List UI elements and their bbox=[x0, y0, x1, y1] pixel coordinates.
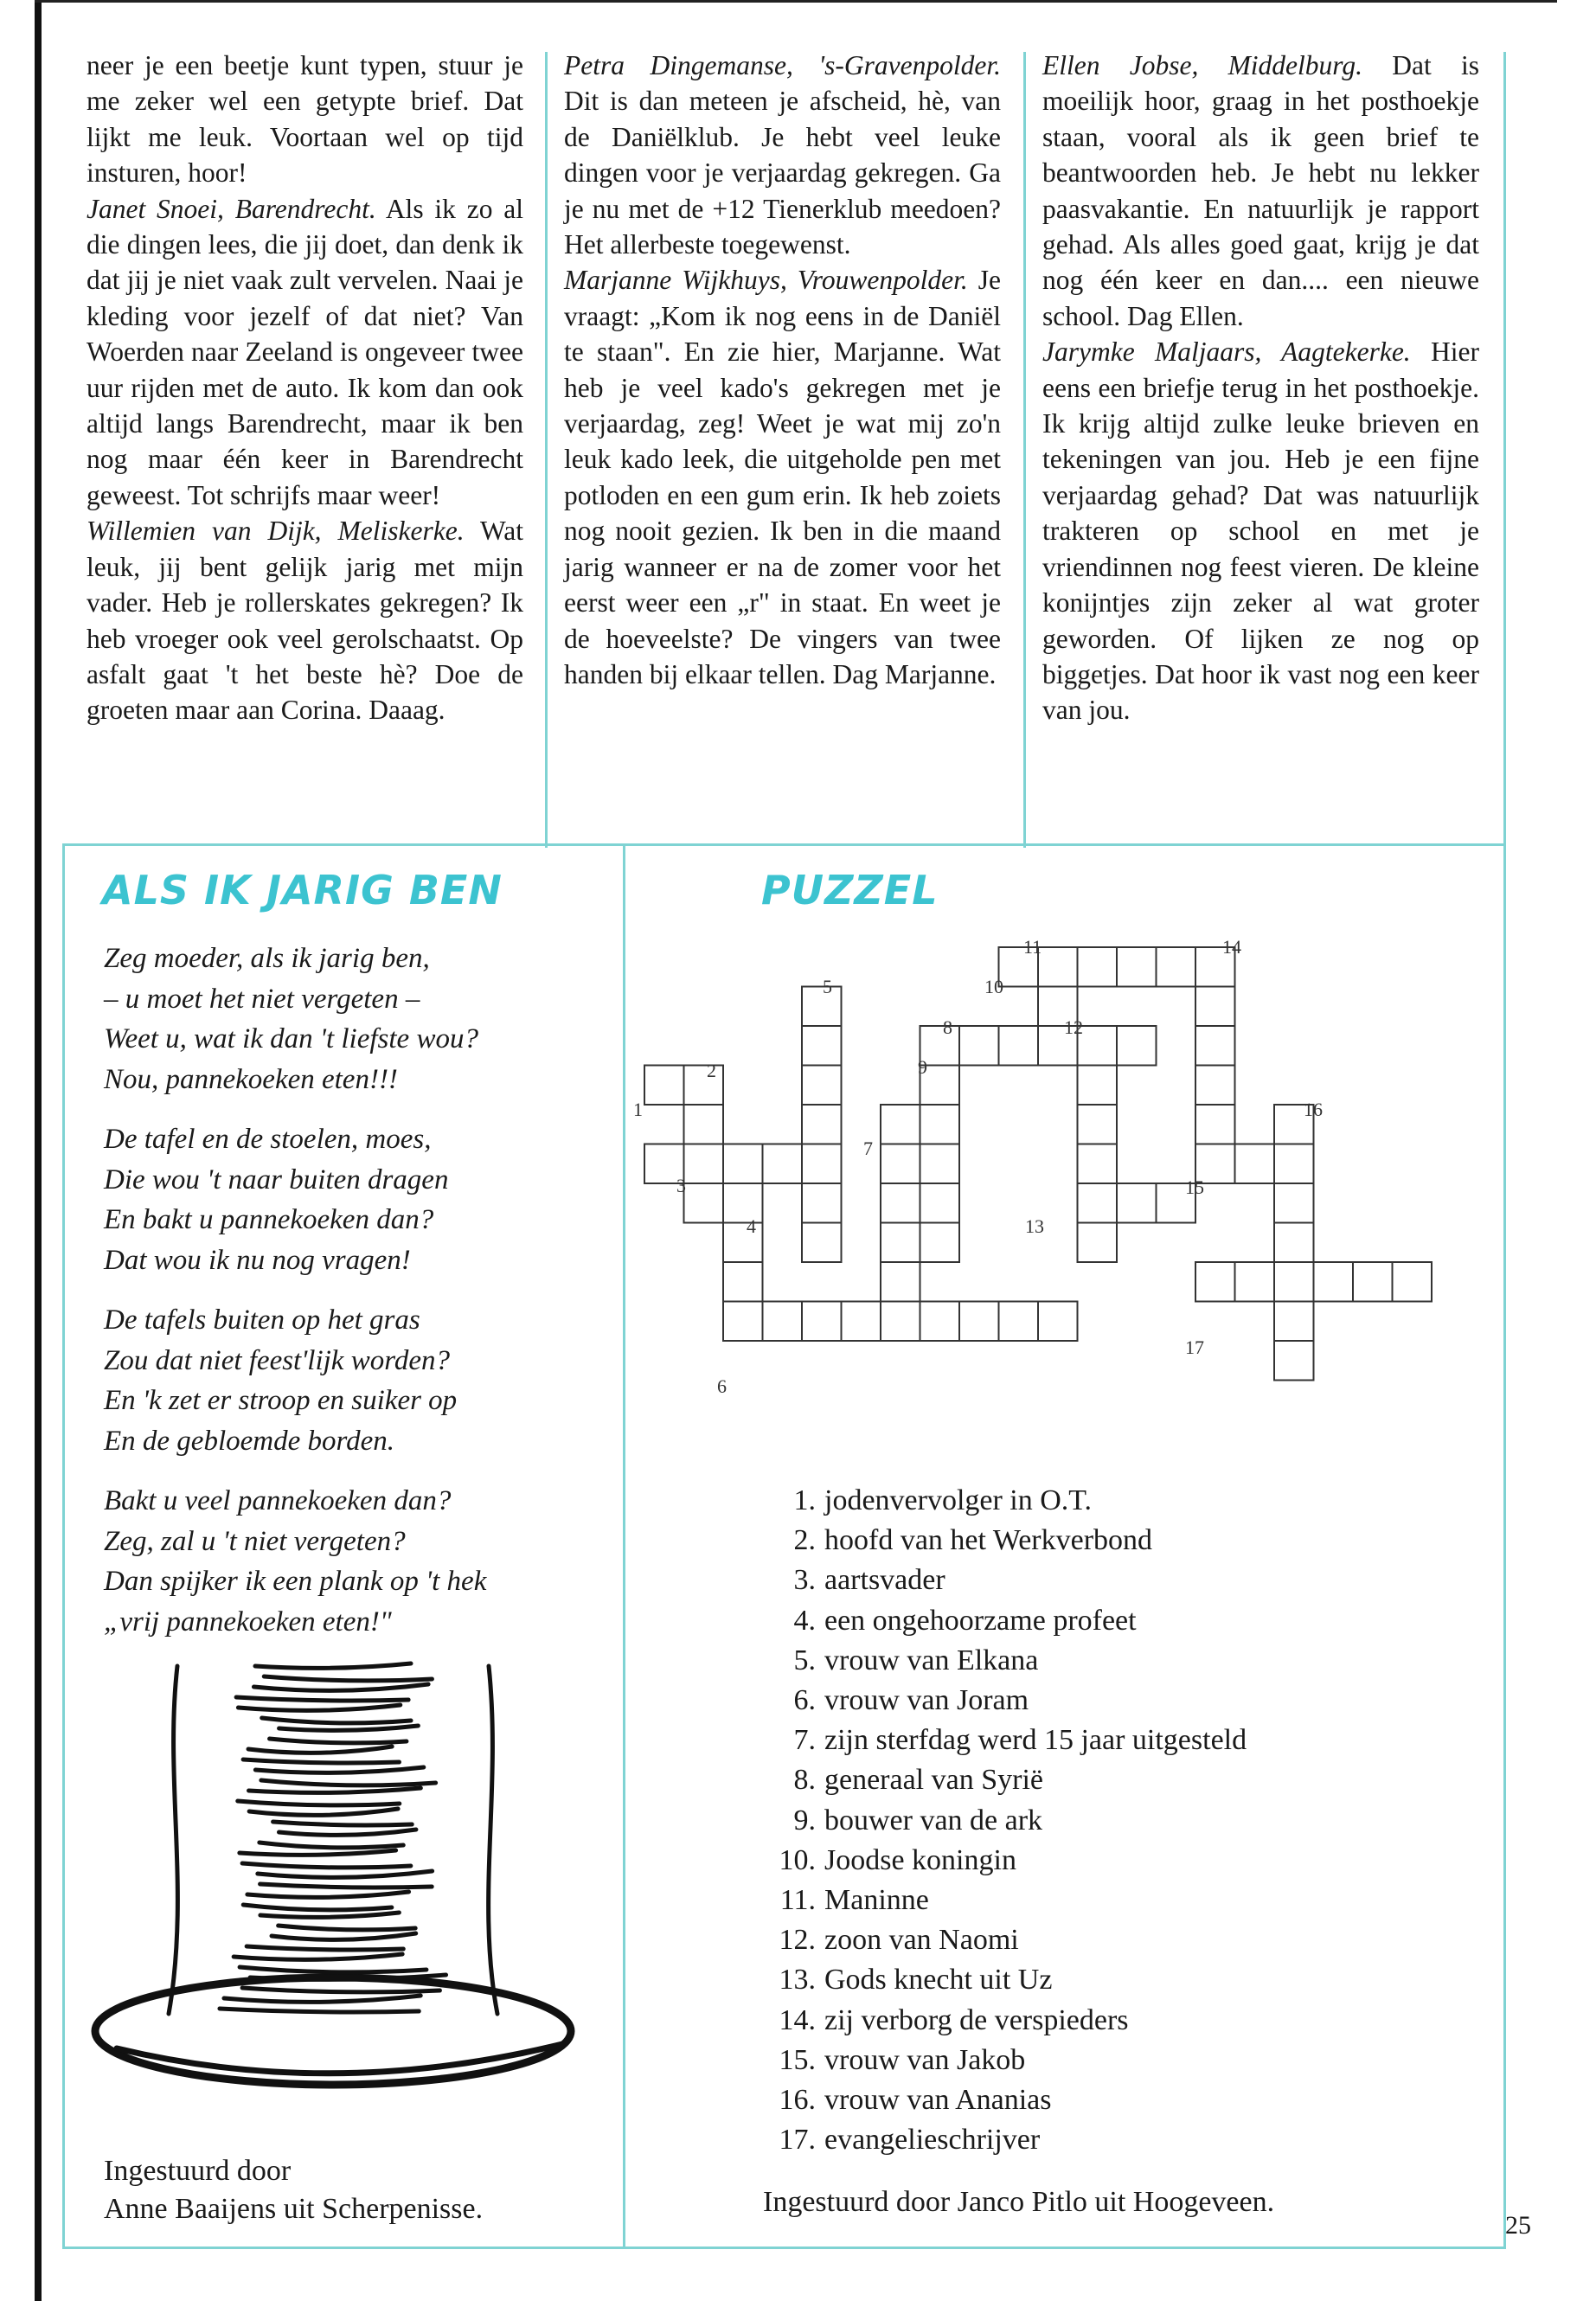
letter-sender: Petra Dingemanse, 's-Gravenpolder. bbox=[564, 50, 1001, 80]
grid-cell bbox=[999, 1026, 1039, 1066]
grid-cell bbox=[1078, 1066, 1118, 1106]
poem-line: De tafel en de stoelen, moes, bbox=[104, 1124, 432, 1155]
grid-cell bbox=[1038, 1302, 1078, 1342]
grid-cell bbox=[842, 1302, 881, 1342]
grid-cell bbox=[723, 1302, 763, 1342]
grid-cell bbox=[881, 1105, 920, 1144]
poem-line: Zou dat niet feest'lijk worden? bbox=[104, 1344, 450, 1376]
grid-number: 17 bbox=[1185, 1336, 1204, 1358]
letter-sender: Jarymke Maljaars, Aagtekerke. bbox=[1042, 336, 1411, 368]
poem-line: En bakt u pannekoeken dan? bbox=[104, 1204, 434, 1235]
pancake-sides bbox=[169, 1666, 497, 2014]
letter-paragraph: Janet Snoei, Barendrecht. Als ik zo al die dingen lees, die jij doet, dan denk ik dat jij je niet vaak zult vervelen. Naai je kleding voor jezelf of dat niet? Van Woerden naar Zeeland is ongeveer twee uur rijden met de auto. Ik kom dan ook altijd langs Barendrecht, maar ik ben nog maar één keer in Barendrecht geweest. Tot schrijfs maar weer! bbox=[87, 193, 523, 510]
clue-item: 4. een ongehoorzame profeet bbox=[793, 1604, 1137, 1637]
grid-cell bbox=[1078, 1105, 1118, 1144]
clue-item: 3. aartsvader bbox=[793, 1564, 945, 1597]
poem-line: Bakt u veel pannekoeken dan? bbox=[104, 1485, 452, 1516]
grid-cell bbox=[802, 1026, 842, 1066]
grid-cell bbox=[1038, 947, 1078, 987]
poem-line: Zeg moeder, als ik jarig ben, bbox=[104, 943, 430, 974]
grid-cell bbox=[723, 1183, 763, 1223]
grid-cell bbox=[1195, 1066, 1235, 1106]
clue-item: 17. evangelieschrijver bbox=[779, 2124, 1041, 2157]
clue-item: 1. jodenvervolger in O.T. bbox=[793, 1484, 1093, 1516]
grid-cell bbox=[1078, 1026, 1118, 1066]
clue-item: 6. vrouw van Joram bbox=[793, 1684, 1029, 1717]
pancake-line bbox=[262, 1718, 411, 1723]
pancake-line bbox=[270, 1739, 407, 1743]
grid-cell bbox=[723, 1262, 763, 1302]
pancake-line bbox=[242, 1863, 411, 1868]
letters-column-2 bbox=[564, 48, 1001, 692]
pancake-line bbox=[238, 1705, 400, 1710]
grid-number: 7 bbox=[863, 1138, 873, 1159]
grid-cell bbox=[1274, 1262, 1314, 1302]
clue-item: 13. Gods knecht uit Uz bbox=[779, 1964, 1053, 1997]
page-edge-bar bbox=[35, 0, 42, 2301]
poem-line: – u moet het niet vergeten – bbox=[104, 983, 420, 1015]
poem-stanza bbox=[104, 1481, 606, 1642]
grid-cell bbox=[959, 1302, 999, 1342]
pancake-line bbox=[243, 1905, 392, 1910]
grid-cell bbox=[1117, 1026, 1157, 1066]
grid-cell bbox=[1274, 1302, 1314, 1342]
grid-cell bbox=[920, 1223, 960, 1263]
grid-number: 9 bbox=[918, 1056, 927, 1078]
crossword-grid bbox=[627, 930, 1492, 1423]
pancake-line bbox=[279, 1926, 416, 1930]
poem-line: Die wou 't naar buiten dragen bbox=[104, 1163, 449, 1195]
poem-stanza bbox=[104, 1119, 606, 1280]
clue-item: 8. generaal van Syrië bbox=[793, 1764, 1043, 1797]
grid-cell bbox=[644, 1066, 684, 1106]
grid-number: 14 bbox=[1222, 936, 1241, 958]
grid-cell bbox=[802, 987, 842, 1027]
pancake-line bbox=[261, 1780, 436, 1785]
grid-number: 15 bbox=[1185, 1176, 1204, 1198]
clue-item: 9. bouwer van de ark bbox=[793, 1804, 1043, 1836]
grid-number: 3 bbox=[676, 1175, 686, 1196]
grid-cell bbox=[1078, 1223, 1118, 1263]
grid-cell bbox=[802, 1066, 842, 1106]
column-divider bbox=[545, 52, 548, 848]
grid-cell bbox=[1274, 1223, 1314, 1263]
grid-cell bbox=[1195, 1262, 1235, 1302]
grid-number: 1 bbox=[633, 1099, 643, 1120]
grid-cell bbox=[1274, 1144, 1314, 1184]
pancake-line bbox=[253, 1684, 428, 1690]
grid-cell bbox=[1117, 1183, 1157, 1223]
letter-sender: Janet Snoei, Barendrecht. bbox=[87, 193, 376, 224]
grid-number: 4 bbox=[747, 1215, 756, 1237]
page-frame-right bbox=[1503, 52, 1506, 2249]
puzzle-credit: Ingestuurd door Janco Pitlo uit Hoogeveen. bbox=[763, 2186, 1275, 2218]
grid-cell bbox=[1195, 1026, 1235, 1066]
grid-cell bbox=[881, 1144, 920, 1184]
pancake-line bbox=[279, 1830, 415, 1835]
page-frame-left bbox=[62, 843, 65, 2249]
grid-cell bbox=[802, 1144, 842, 1184]
letter-sender: Ellen Jobse, Middelburg. bbox=[1042, 50, 1363, 80]
letters-column-1 bbox=[87, 48, 523, 728]
grid-cell bbox=[802, 1183, 842, 1223]
pancake-line bbox=[234, 1954, 402, 1959]
grid-number: 8 bbox=[943, 1016, 952, 1038]
letter-sender: Marjanne Wijkhuys, Vrouwenpolder. bbox=[564, 265, 968, 296]
grid-cell bbox=[684, 1144, 724, 1184]
clue-item: 12. zoon van Naomi bbox=[779, 1924, 1019, 1957]
grid-cell bbox=[1274, 1183, 1314, 1223]
clue-item: 15. vrouw van Jakob bbox=[779, 2043, 1026, 2076]
pancake-line bbox=[255, 1767, 423, 1772]
grid-cell bbox=[802, 1223, 842, 1263]
pancake-line bbox=[247, 1892, 409, 1897]
grid-cell bbox=[1353, 1262, 1393, 1302]
pancake-line bbox=[273, 1822, 413, 1825]
puzzle-clue-list bbox=[766, 1481, 1247, 2160]
pancake-line bbox=[255, 1663, 411, 1668]
pancake-line bbox=[247, 1946, 403, 1950]
letters-column-3 bbox=[1042, 48, 1479, 728]
grid-cell bbox=[1157, 947, 1196, 987]
pancake-line bbox=[258, 1871, 433, 1877]
pancake-line bbox=[260, 1913, 399, 1917]
letter-sender: Willemien van Dijk, Meliskerke. bbox=[87, 516, 465, 547]
pancake-line bbox=[240, 1850, 396, 1855]
grid-cell bbox=[1314, 1262, 1354, 1302]
grid-cell bbox=[1235, 1144, 1275, 1184]
grid-cell bbox=[1235, 1262, 1275, 1302]
letter-paragraph: Petra Dingemanse, 's-Gravenpolder. Dit is dan meteen je afscheid, hè, van de Daniëlklub. Je hebt veel leuke dingen voor je verjaardag gekregen. Ga je nu met de +12 Tienerklub meedoen? Het allerbeste toegewenst. bbox=[564, 50, 1001, 260]
poem-line: Weet u, wat ik dan 't liefste wou? bbox=[104, 1023, 478, 1054]
pancake-line bbox=[264, 1676, 432, 1681]
grid-cell bbox=[1078, 1183, 1118, 1223]
grid-cell bbox=[1393, 1262, 1433, 1302]
pancake-line bbox=[242, 1988, 439, 1992]
letter-paragraph: Ellen Jobse, Middelburg. Dat is moeilijk hoor, graag in het posthoekje staan, vooral als ik geen brief te beantwoorden heb. Je hebt nu lekker paasvakantie. En natuurlijk je rapport gehad. Als alles goed gaat, krijg je dat nog één keer en dan.... een nieuwe school. Dag Ellen. bbox=[1042, 50, 1480, 331]
box-divider bbox=[623, 843, 625, 2249]
grid-cell bbox=[1078, 947, 1118, 987]
grid-cell bbox=[802, 1105, 842, 1144]
poem-line: Dan spijker ik een plank op 't hek bbox=[104, 1566, 487, 1597]
puzzle-title: PUZZEL bbox=[761, 867, 939, 913]
pancake-line bbox=[249, 1809, 398, 1815]
clue-item: 10. Joodse koningin bbox=[779, 1843, 1016, 1876]
grid-cell bbox=[723, 1144, 763, 1184]
poem-stanza bbox=[104, 939, 606, 1099]
letter-paragraph: neer je een beetje kunt typen, stuur je me zeker wel een getypte brief. Dat lijkt me leuk. Voortaan wel op tijd insturen, hoor! bbox=[87, 50, 523, 189]
grid-number: 2 bbox=[707, 1060, 716, 1081]
clue-item: 5. vrouw van Elkana bbox=[793, 1644, 1039, 1676]
clue-item: 14. zij verborg de verspieders bbox=[779, 2003, 1129, 2036]
clue-item: 16. vrouw van Ananias bbox=[779, 2084, 1052, 2117]
grid-number: 10 bbox=[984, 976, 1003, 997]
grid-cell bbox=[1195, 1105, 1235, 1144]
grid-cell bbox=[1274, 1341, 1314, 1381]
grid-cell bbox=[1195, 987, 1235, 1027]
grid-cell bbox=[920, 1302, 960, 1342]
pancake-line bbox=[249, 1788, 421, 1792]
grid-number: 16 bbox=[1304, 1099, 1323, 1120]
pancake-line bbox=[260, 1884, 433, 1888]
page-number: 25 bbox=[1505, 2211, 1531, 2240]
grid-cell bbox=[881, 1183, 920, 1223]
clue-item: 2. hoofd van het Werkverbond bbox=[793, 1524, 1153, 1557]
grid-cell bbox=[763, 1144, 803, 1184]
poem-line: Nou, pannekoeken eten!!! bbox=[104, 1063, 398, 1095]
pancake-line bbox=[279, 1726, 419, 1730]
grid-cell bbox=[881, 1223, 920, 1263]
grid-cell bbox=[881, 1302, 920, 1342]
grid-cell bbox=[881, 1262, 920, 1302]
box-top-rule bbox=[62, 843, 1506, 846]
grid-cell bbox=[1117, 947, 1157, 987]
pancake-line bbox=[236, 1697, 408, 1701]
poem-line: En 'k zet er stroop en suiker op bbox=[104, 1385, 458, 1416]
poem-line: En de gebloemde borden. bbox=[104, 1425, 395, 1457]
grid-cell bbox=[684, 1066, 724, 1106]
grid-number: 12 bbox=[1064, 1016, 1083, 1038]
grid-number: 6 bbox=[717, 1375, 727, 1397]
pancake-line bbox=[238, 1801, 400, 1805]
poem-title: ALS IK JARIG BEN bbox=[102, 867, 503, 913]
pancake-stack-illustration bbox=[82, 1650, 584, 2118]
pancake-line bbox=[248, 1747, 392, 1753]
grid-cell bbox=[684, 1105, 724, 1144]
grid-number: 13 bbox=[1025, 1215, 1044, 1237]
box-bottom-rule bbox=[62, 2247, 1506, 2249]
grid-cell bbox=[999, 1302, 1039, 1342]
poem-credit: Ingestuurd door Anne Baaijens uit Scherpenisse. bbox=[104, 2155, 484, 2225]
grid-cell bbox=[684, 1183, 724, 1223]
grid-cell bbox=[920, 1144, 960, 1184]
pancake-line bbox=[260, 1843, 403, 1848]
pancake-line bbox=[224, 1996, 420, 2002]
pancake-line bbox=[240, 1967, 426, 1972]
poem-line: Zeg, zal u 't niet vergeten? bbox=[104, 1525, 406, 1557]
poem-stanza bbox=[104, 1300, 606, 1461]
pancake-line bbox=[272, 1933, 416, 1939]
top-rule bbox=[35, 0, 1557, 3]
grid-cell bbox=[802, 1302, 842, 1342]
pancake-line bbox=[243, 1759, 399, 1763]
letter-paragraph: Willemien van Dijk, Meliskerke. Wat leuk, jij bent gelijk jarig met mijn vader. Heb je rollerskates gekregen? Ik heb vroeger ook veel gerolschaatst. Op asfalt gaat 't het beste hè? Doe de groeten maar aan Corina. Daaag. bbox=[87, 516, 523, 726]
poem bbox=[104, 939, 606, 1662]
poem-line: „vrij pannekoeken eten!" bbox=[104, 1606, 392, 1638]
grid-number: 5 bbox=[823, 976, 832, 997]
grid-cell bbox=[920, 1183, 960, 1223]
grid-cell bbox=[920, 1105, 960, 1144]
poem-line: Dat wou ik nu nog vragen! bbox=[104, 1244, 411, 1276]
clue-item: 11. Maninne bbox=[779, 1884, 929, 1917]
column-divider bbox=[1023, 52, 1026, 848]
grid-cell bbox=[763, 1302, 803, 1342]
grid-cell bbox=[959, 1026, 999, 1066]
pancake-line bbox=[220, 2009, 419, 2012]
grid-cell bbox=[1078, 1144, 1118, 1184]
grid-cell bbox=[723, 1223, 763, 1263]
clue-item: 7. zijn sterfdag werd 15 jaar uitgesteld bbox=[793, 1724, 1247, 1757]
letter-paragraph: Marjanne Wijkhuys, Vrouwenpolder. Je vraagt: „Kom ik nog eens in de Daniël te staan". En zie hier, Marjanne. Wat heb je veel kado's gekregen met je verjaardag, zeg! Weet je wat mij zo'n leuk kado leek, die uitgeholde pen met potloden en een gum erin. Ik heb zoiets nog nooit gezien. Ik ben in die maand jarig wanneer er na de zomer voor het eerst weer een „r" in staat. En weet je de hoeveelste? De vingers van twee handen bij elkaar tellen. Dag Marjanne. bbox=[564, 265, 1001, 689]
poem-line: De tafels buiten op het gras bbox=[104, 1304, 420, 1336]
grid-number: 11 bbox=[1023, 936, 1042, 958]
letter-paragraph: Jarymke Maljaars, Aagtekerke. Hier eens een briefje terug in het posthoekje. Ik krijg altijd zulke leuke brieven en tekeningen van jou. Heb je een fijne verjaardag gehad? Dat was natuurlijk trakteren op school en met je vriendinnen nog feest vieren. De kleine konijntjes zijn zeker al wat groter geworden. Of lijken ze nog op biggetjes. Dat hoor ik vast nog een keer van jou. bbox=[1042, 336, 1479, 726]
